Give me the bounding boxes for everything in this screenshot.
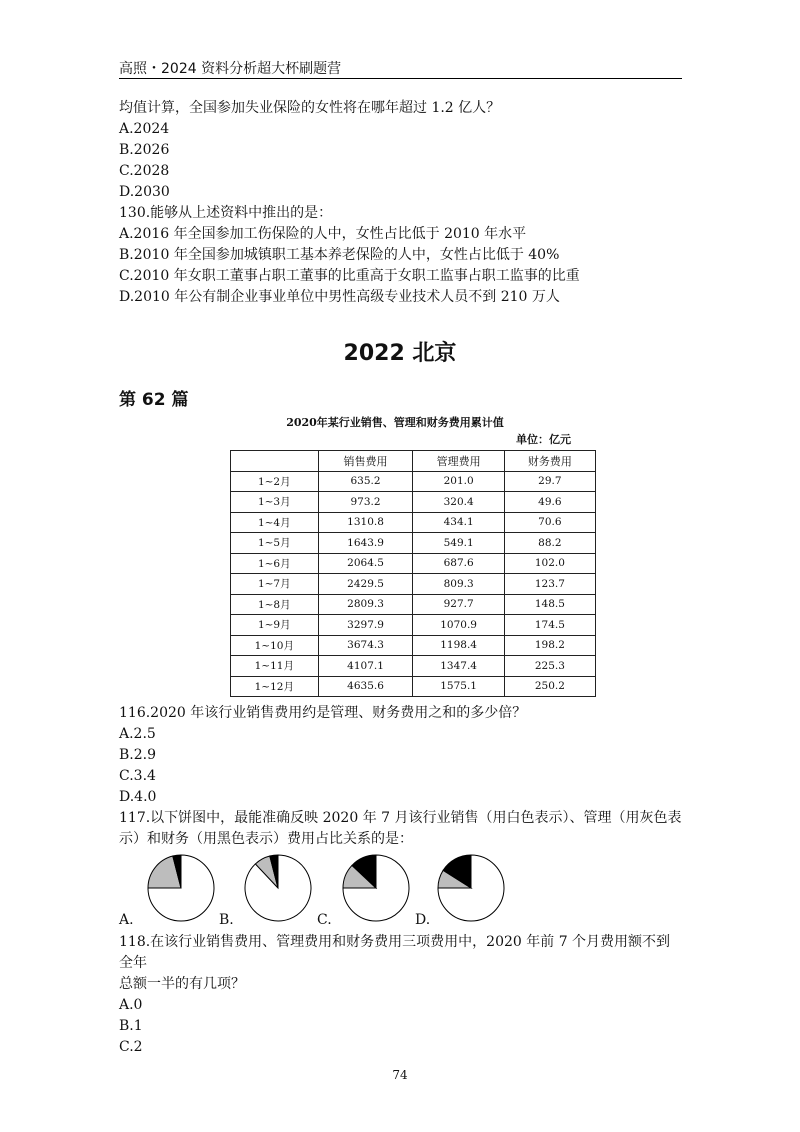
q116-option-b: B.2.9 (119, 747, 157, 763)
table-row (231, 676, 596, 697)
table-period-cell: 1~6月 (231, 553, 319, 574)
q129-option-c: C.2028 (119, 163, 170, 179)
table-value-cell: 123.7 (504, 574, 595, 595)
table-period-cell: 1~7月 (231, 574, 319, 595)
table-period-cell: 1~9月 (231, 615, 319, 636)
table-row (231, 512, 596, 533)
table-value-cell: 2064.5 (318, 553, 413, 574)
table-value-cell: 3674.3 (318, 635, 413, 656)
table-title: 2020年某行业销售、管理和财务费用累计值 (286, 416, 504, 429)
table-row (231, 635, 596, 656)
table-value-cell: 225.3 (504, 656, 595, 677)
table-header-row (231, 451, 596, 472)
pie-label-b: B. (219, 912, 234, 928)
table-period-cell: 1~12月 (231, 676, 319, 697)
table-period-cell: 1~2月 (231, 471, 319, 492)
header-rule (119, 78, 682, 79)
q118 (119, 932, 684, 1058)
table-value-cell: 1070.9 (413, 615, 504, 636)
table-value-cell: 635.2 (318, 471, 413, 492)
pie-label-a: A. (119, 912, 134, 928)
table-value-cell: 320.4 (413, 492, 504, 513)
table-value-cell: 1575.1 (413, 676, 504, 697)
table-value-cell: 88.2 (504, 533, 595, 554)
table-unit: 单位：亿元 (516, 433, 571, 446)
q118-stem-line2: 总额一半的有几项？ (119, 976, 245, 992)
q116-option-d: D.4.0 (119, 789, 157, 805)
table-row (231, 533, 596, 554)
q118-option-b: B.1 (119, 1018, 143, 1034)
table-row (231, 492, 596, 513)
q130-option-d: D.2010 年公有制企业事业单位中男性高级专业技术人员不到 210 万人 (119, 289, 560, 305)
table-period-cell: 1~5月 (231, 533, 319, 554)
table-value-cell: 29.7 (504, 471, 595, 492)
q118-option-c: C.2 (119, 1039, 143, 1055)
page-number: 74 (392, 1068, 408, 1082)
table-period-cell: 1~4月 (231, 512, 319, 533)
table-header-cell: 管理费用 (413, 451, 504, 472)
table-period-cell: 1~10月 (231, 635, 319, 656)
page-header: 高照・2024 资料分析超大杯刷题营 (119, 61, 342, 77)
q129-option-d: D.2030 (119, 184, 170, 200)
q117-pie-options (119, 852, 679, 932)
q130-stem: 130.能够从上述资料中推出的是： (119, 205, 333, 221)
pie-chart-a (145, 852, 217, 924)
table-row (231, 574, 596, 595)
table-row (231, 594, 596, 615)
article-title: 第 62 篇 (119, 390, 189, 410)
table-header-cell (231, 451, 319, 472)
table-period-cell: 1~3月 (231, 492, 319, 513)
pie-chart-c (340, 852, 412, 924)
table-value-cell: 1310.8 (318, 512, 413, 533)
table-value-cell: 809.3 (413, 574, 504, 595)
table-value-cell: 927.7 (413, 594, 504, 615)
table-value-cell: 2809.3 (318, 594, 413, 615)
q130-option-b: B.2010 年全国参加城镇职工基本养老保险的人中，女性占比低于 40% (119, 247, 560, 263)
table-value-cell: 4107.1 (318, 656, 413, 677)
q129-option-b: B.2026 (119, 142, 170, 158)
table-value-cell: 434.1 (413, 512, 504, 533)
pie-chart-b (242, 852, 314, 924)
q129-option-a: A.2024 (119, 121, 170, 137)
table-header-cell: 财务费用 (504, 451, 595, 472)
table-value-cell: 549.1 (413, 533, 504, 554)
table-value-cell: 973.2 (318, 492, 413, 513)
q116-option-a: A.2.5 (119, 726, 156, 742)
q129-stem: 均值计算，全国参加失业保险的女性将在哪年超过 1.2 亿人？ (119, 100, 501, 116)
q116 (119, 703, 684, 850)
q118-option-a: A.0 (119, 997, 143, 1013)
table-value-cell: 198.2 (504, 635, 595, 656)
table-value-cell: 2429.5 (318, 574, 413, 595)
table-value-cell: 70.6 (504, 512, 595, 533)
q130-option-a: A.2016 年全国参加工伤保险的人中，女性占比低于 2010 年水平 (119, 226, 527, 242)
table-row (231, 615, 596, 636)
table-value-cell: 201.0 (413, 471, 504, 492)
section-title: 2022 北京 (343, 341, 457, 366)
table-period-cell: 1~8月 (231, 594, 319, 615)
pie-chart-d (435, 852, 507, 924)
q117-stem-line2: 示）和财务（用黑色表示）费用占比关系的是： (119, 831, 413, 847)
table-header-cell: 销售费用 (318, 451, 413, 472)
table-value-cell: 1643.9 (318, 533, 413, 554)
pie-label-c: C. (317, 912, 332, 928)
q118-stem-line1: 118.在该行业销售费用、管理费用和财务费用三项费用中，2020 年前 7 个月费用额不到全年 (119, 934, 671, 971)
table-value-cell: 4635.6 (318, 676, 413, 697)
table-value-cell: 1198.4 (413, 635, 504, 656)
table-value-cell: 174.5 (504, 615, 595, 636)
table-value-cell: 49.6 (504, 492, 595, 513)
table-value-cell: 102.0 (504, 553, 595, 574)
table-row (231, 553, 596, 574)
pie-label-d: D. (415, 912, 431, 928)
q117-stem-line1: 117.以下饼图中，最能准确反映 2020 年 7 月该行业销售（用白色表示）、管理（用灰色表 (119, 810, 682, 826)
table-value-cell: 687.6 (413, 553, 504, 574)
table-value-cell: 148.5 (504, 594, 595, 615)
q130-option-c: C.2010 年女职工董事占职工董事的比重高于女职工监事占职工监事的比重 (119, 268, 580, 284)
table-row (231, 471, 596, 492)
expense-table (230, 450, 596, 697)
q116-stem: 116.2020 年该行业销售费用约是管理、财务费用之和的多少倍？ (119, 705, 527, 721)
table-period-cell: 1~11月 (231, 656, 319, 677)
table-value-cell: 1347.4 (413, 656, 504, 677)
q116-option-c: C.3.4 (119, 768, 156, 784)
table-value-cell: 3297.9 (318, 615, 413, 636)
table-value-cell: 250.2 (504, 676, 595, 697)
table-row (231, 656, 596, 677)
